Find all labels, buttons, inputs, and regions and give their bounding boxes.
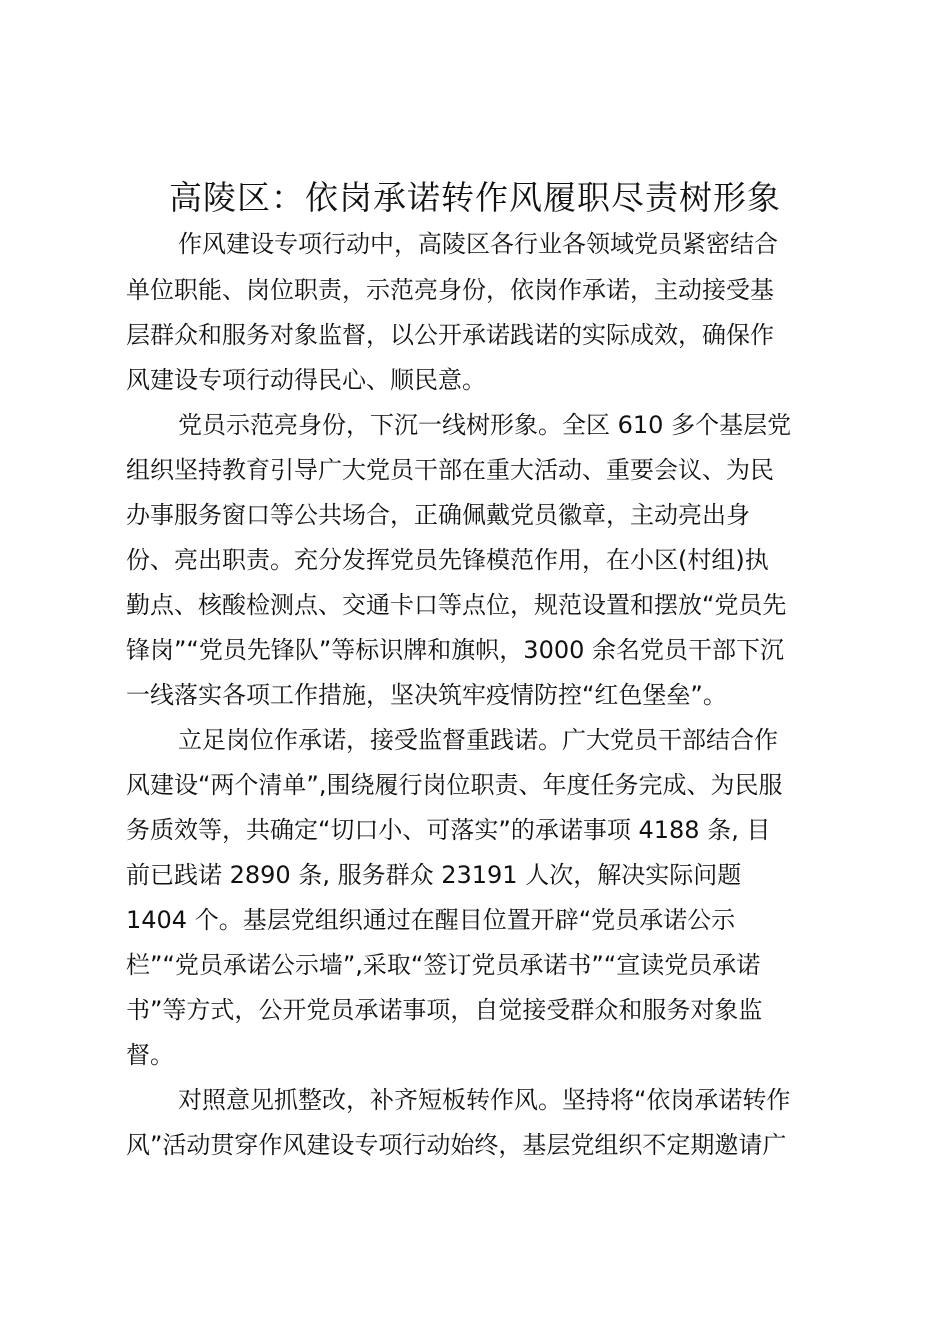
paragraph-line: 党员示范亮身份，下沉一线树形象。全区 610 多个基层党 xyxy=(178,411,792,439)
paragraph-line: 风建设专项行动得民心、顺民意。 xyxy=(126,366,486,394)
paragraph-line: 风建设“两个清单”,围绕履行岗位职责、年度任务完成、为民服 xyxy=(126,771,783,799)
paragraph-line: 风”活动贯穿作风建设专项行动始终，基层党组织不定期邀请广 xyxy=(126,1131,787,1159)
paragraph-line: 书”等方式，公开党员承诺事项，自觉接受群众和服务对象监 xyxy=(126,996,763,1024)
paragraph-line: 份、亮出职责。充分发挥党员先锋模范作用，在小区(村组)执 xyxy=(126,546,769,574)
paragraph-line: 办事服务窗口等公共场合，正确佩戴党员徽章，主动亮出身 xyxy=(126,501,750,529)
paragraph-line: 层群众和服务对象监督，以公开承诺践诺的实际成效，确保作 xyxy=(126,321,774,349)
paragraph-line: 立足岗位作承诺，接受监督重践诺。广大党员干部结合作 xyxy=(178,726,778,754)
paragraph-line: 务质效等，共确定“切口小、可落实”的承诺事项 4188 条, 目 xyxy=(126,816,771,844)
paragraph-line: 栏”“党员承诺公示墙”,采取“签订党员承诺书”“宣读党员承诺 xyxy=(126,951,761,979)
paragraph-line: 1404 个。基层党组织通过在醒目位置开辟“党员承诺公示 xyxy=(126,906,736,934)
paragraph-line: 前已践诺 2890 条, 服务群众 23191 人次，解决实际问题 xyxy=(126,861,742,889)
paragraph-line: 单位职能、岗位职责，示范亮身份，依岗作承诺，主动接受基 xyxy=(126,276,774,304)
paragraph-line: 对照意见抓整改，补齐短板转作风。坚持将“依岗承诺转作 xyxy=(178,1086,791,1114)
paragraph-line: 勤点、核酸检测点、交通卡口等点位，规范设置和摆放“党员先 xyxy=(126,591,787,619)
paragraph-line: 作风建设专项行动中，高陵区各行业各领域党员紧密结合 xyxy=(178,230,778,258)
paragraph-line: 锋岗”“党员先锋队”等标识牌和旗帜，3000 余名党员干部下沉 xyxy=(126,636,785,664)
paragraph-line: 一线落实各项工作措施，坚决筑牢疫情防控“红色堡垒”。 xyxy=(126,681,727,709)
paragraph-line: 组织坚持教育引导广大党员干部在重大活动、重要会议、为民 xyxy=(126,456,774,484)
paragraph-line: 督。 xyxy=(126,1041,174,1069)
document-title: 高陵区：依岗承诺转作风履职尽责树形象 xyxy=(169,178,781,217)
